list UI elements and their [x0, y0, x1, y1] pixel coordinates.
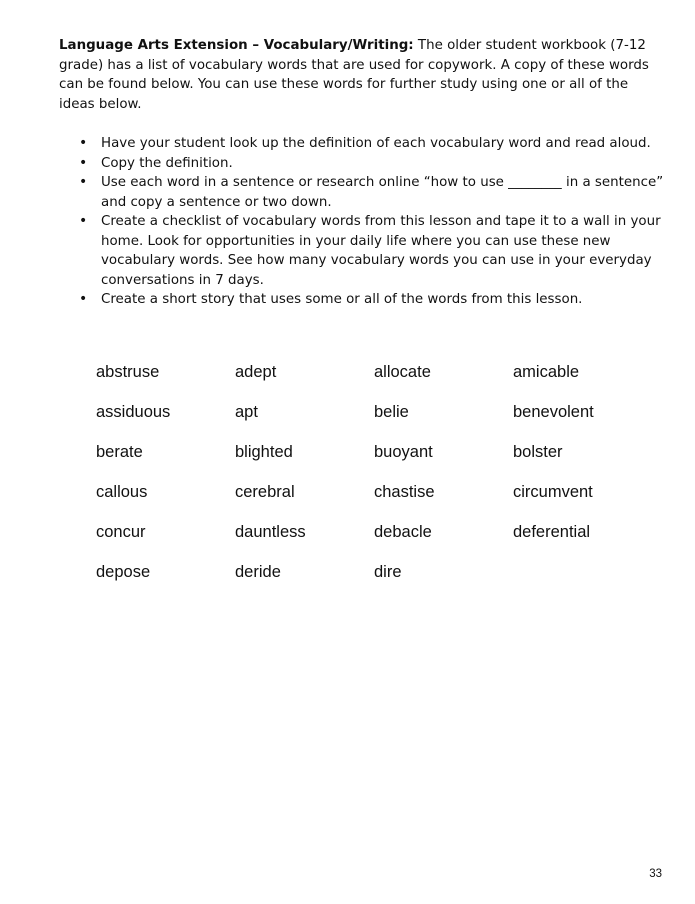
ideas-list: [59, 134, 669, 310]
vocabulary-word: berate: [96, 443, 143, 461]
vocabulary-word: chastise: [374, 483, 435, 501]
vocabulary-word: buoyant: [374, 443, 433, 461]
vocabulary-word: deride: [235, 563, 281, 581]
page-number: 33: [649, 868, 662, 880]
vocabulary-word: cerebral: [235, 483, 295, 501]
vocabulary-word: amicable: [513, 363, 580, 381]
vocabulary-word: dauntless: [235, 523, 306, 541]
idea-item: • Copy the definition.: [59, 154, 669, 174]
vocabulary-word: dire: [374, 563, 402, 581]
vocabulary-word: circumvent: [513, 483, 593, 501]
vocabulary-word: deferential: [513, 523, 591, 541]
vocabulary-word: benevolent: [513, 403, 594, 421]
intro-text: The older student workbook (7-12 grade) has a list of vocabulary words that are used for copywork. A copy of these words can be found below. You can use these words for further study using one or all of the ideas below.: [59, 38, 649, 112]
vocabulary-word: abstruse: [96, 363, 160, 381]
vocabulary-word: adept: [235, 363, 277, 381]
vocabulary-word: allocate: [374, 363, 431, 381]
intro-paragraph: [59, 36, 659, 114]
vocabulary-word: apt: [235, 403, 258, 421]
idea-item: • Have your student look up the definition of each vocabulary word and read aloud.: [59, 134, 669, 154]
vocabulary-word: assiduous: [96, 403, 171, 421]
vocabulary-word: concur: [96, 523, 146, 541]
vocabulary-word-grid: [96, 360, 652, 600]
vocabulary-word: debacle: [374, 523, 432, 541]
intro-lead: Language Arts Extension – Vocabulary/Writing:: [59, 38, 414, 53]
vocabulary-word: bolster: [513, 443, 563, 461]
idea-item: • Use each word in a sentence or research online “how to use ________ in a sentence” and copy a sentence or two down.: [59, 173, 669, 212]
vocabulary-word: belie: [374, 403, 409, 421]
vocabulary-word: callous: [96, 483, 148, 501]
vocabulary-word: blighted: [235, 443, 293, 461]
vocabulary-word: depose: [96, 563, 151, 581]
idea-item: • Create a short story that uses some or all of the words from this lesson.: [59, 290, 669, 310]
idea-item: • Create a checklist of vocabulary words from this lesson and tape it to a wall in your home. Look for opportunities in your daily life where you can use these new vocabulary words. See how many vocabulary words you can use in your everyday conversations in 7 days.: [59, 212, 669, 290]
